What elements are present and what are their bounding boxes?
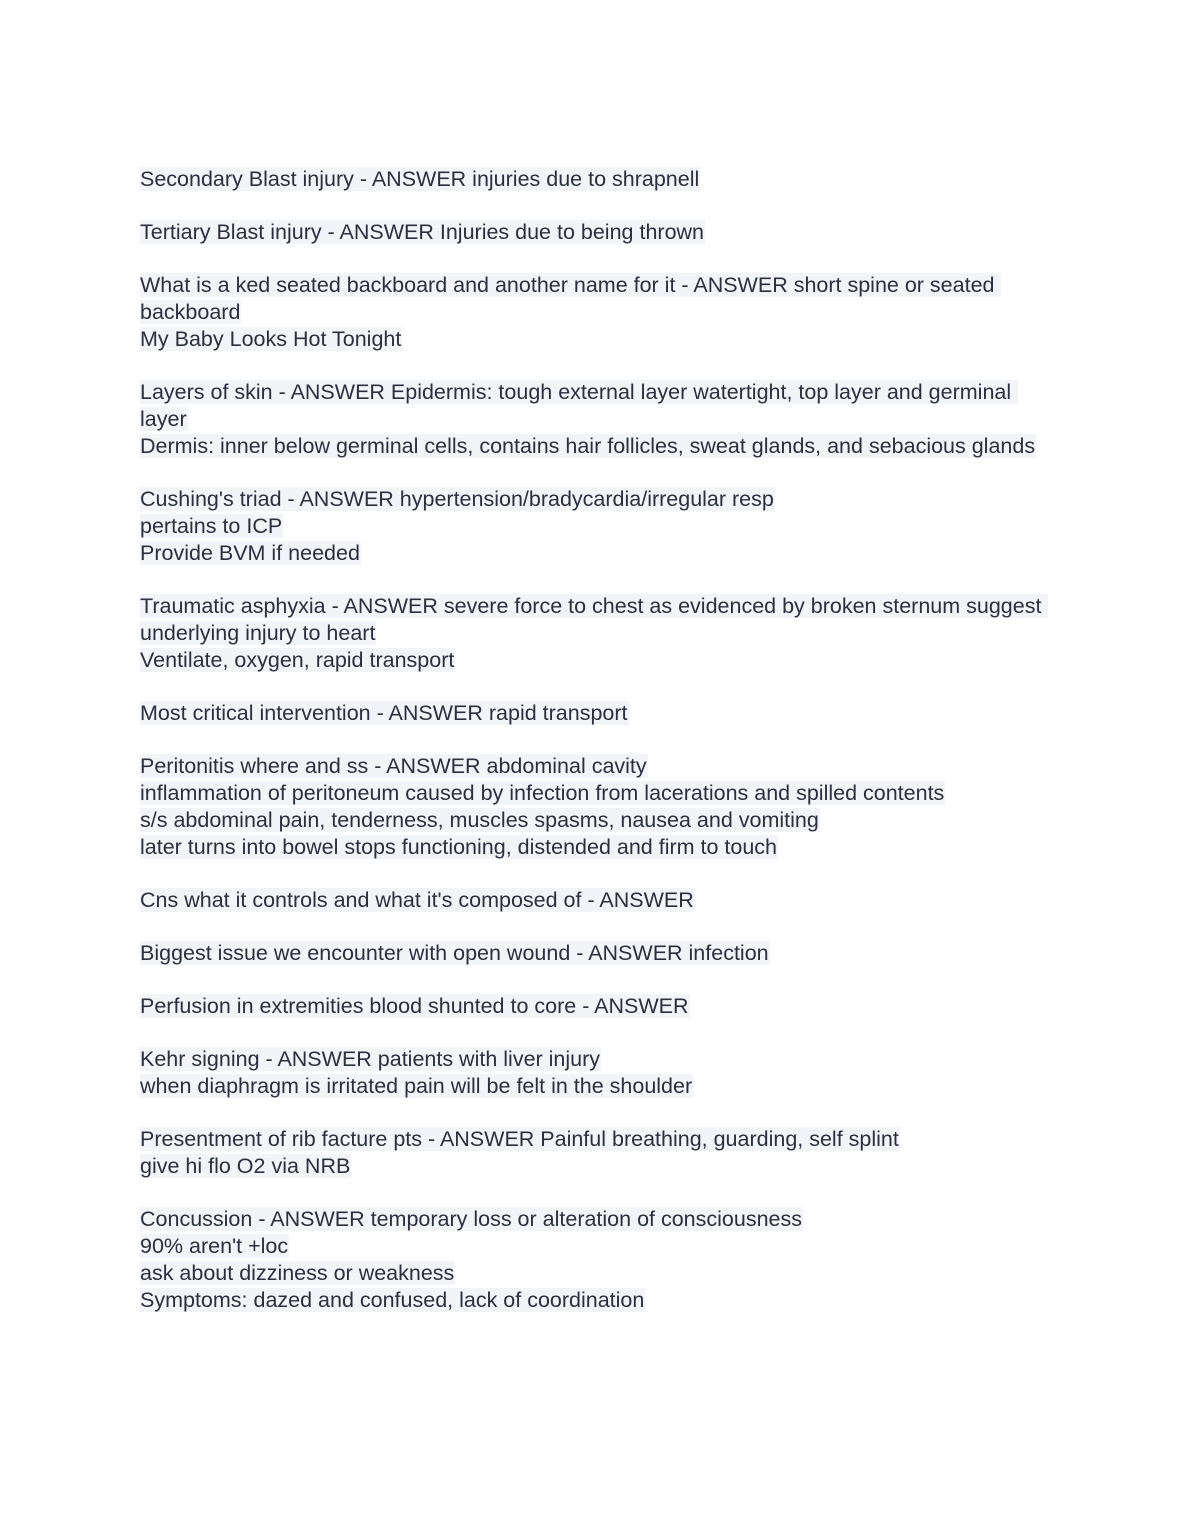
entry-line: Cns what it controls and what it's composed of - ANSWER: [140, 888, 694, 912]
document-page: [140, 166, 1050, 1340]
qa-entry: [140, 1126, 1050, 1180]
entry-line: when diaphragm is irritated pain will be felt in the shoulder: [140, 1074, 693, 1098]
qa-entry: [140, 700, 1050, 727]
qa-entry: [140, 1206, 1050, 1314]
qa-entry: [140, 993, 1050, 1020]
entry-line: Kehr signing - ANSWER patients with liver injury: [140, 1047, 601, 1071]
entry-line: Biggest issue we encounter with open wound - ANSWER infection: [140, 941, 769, 965]
entry-line: Most critical intervention - ANSWER rapid transport: [140, 701, 628, 725]
entry-line: s/s abdominal pain, tenderness, muscles spasms, nausea and vomiting: [140, 808, 819, 832]
entry-line: Concussion - ANSWER temporary loss or alteration of consciousness: [140, 1207, 802, 1231]
entry-line: Provide BVM if needed: [140, 541, 360, 565]
entry-line: Perfusion in extremities blood shunted to core - ANSWER: [140, 994, 689, 1018]
entry-line: pertains to ICP: [140, 514, 283, 538]
qa-entry: [140, 593, 1050, 674]
entry-line: My Baby Looks Hot Tonight: [140, 327, 402, 351]
entry-line: inflammation of peritoneum caused by infection from lacerations and spilled contents: [140, 781, 945, 805]
qa-entry: [140, 166, 1050, 193]
entry-line: Dermis: inner below germinal cells, contains hair follicles, sweat glands, and sebacious glands: [140, 434, 1036, 458]
entry-line: Traumatic asphyxia - ANSWER severe force to chest as evidenced by broken sternum suggest underlying injury to heart: [140, 594, 1048, 645]
entry-line: Layers of skin - ANSWER Epidermis: tough external layer watertight, top layer and germinal layer: [140, 380, 1018, 431]
qa-entry: [140, 272, 1050, 353]
qa-entry: [140, 486, 1050, 567]
entry-line: Presentment of rib facture pts - ANSWER Painful breathing, guarding, self splint: [140, 1127, 899, 1151]
entry-line: Secondary Blast injury - ANSWER injuries due to shrapnell: [140, 167, 700, 191]
entry-line: Ventilate, oxygen, rapid transport: [140, 648, 455, 672]
qa-entry: [140, 753, 1050, 861]
qa-entry: [140, 887, 1050, 914]
entry-line: 90% aren't +loc: [140, 1234, 289, 1258]
qa-entry: [140, 379, 1050, 460]
qa-entry: [140, 219, 1050, 246]
entry-line: later turns into bowel stops functioning, distended and firm to touch: [140, 835, 778, 859]
entry-line: Symptoms: dazed and confused, lack of coordination: [140, 1288, 645, 1312]
entry-line: Cushing's triad - ANSWER hypertension/bradycardia/irregular resp: [140, 487, 774, 511]
entry-line: What is a ked seated backboard and another name for it - ANSWER short spine or seated backboard: [140, 273, 1001, 324]
entry-line: Tertiary Blast injury - ANSWER Injuries due to being thrown: [140, 220, 705, 244]
qa-entry: [140, 940, 1050, 967]
qa-entry: [140, 1046, 1050, 1100]
entry-line: ask about dizziness or weakness: [140, 1261, 455, 1285]
entry-line: give hi flo O2 via NRB: [140, 1154, 351, 1178]
entry-line: Peritonitis where and ss - ANSWER abdominal cavity: [140, 754, 647, 778]
